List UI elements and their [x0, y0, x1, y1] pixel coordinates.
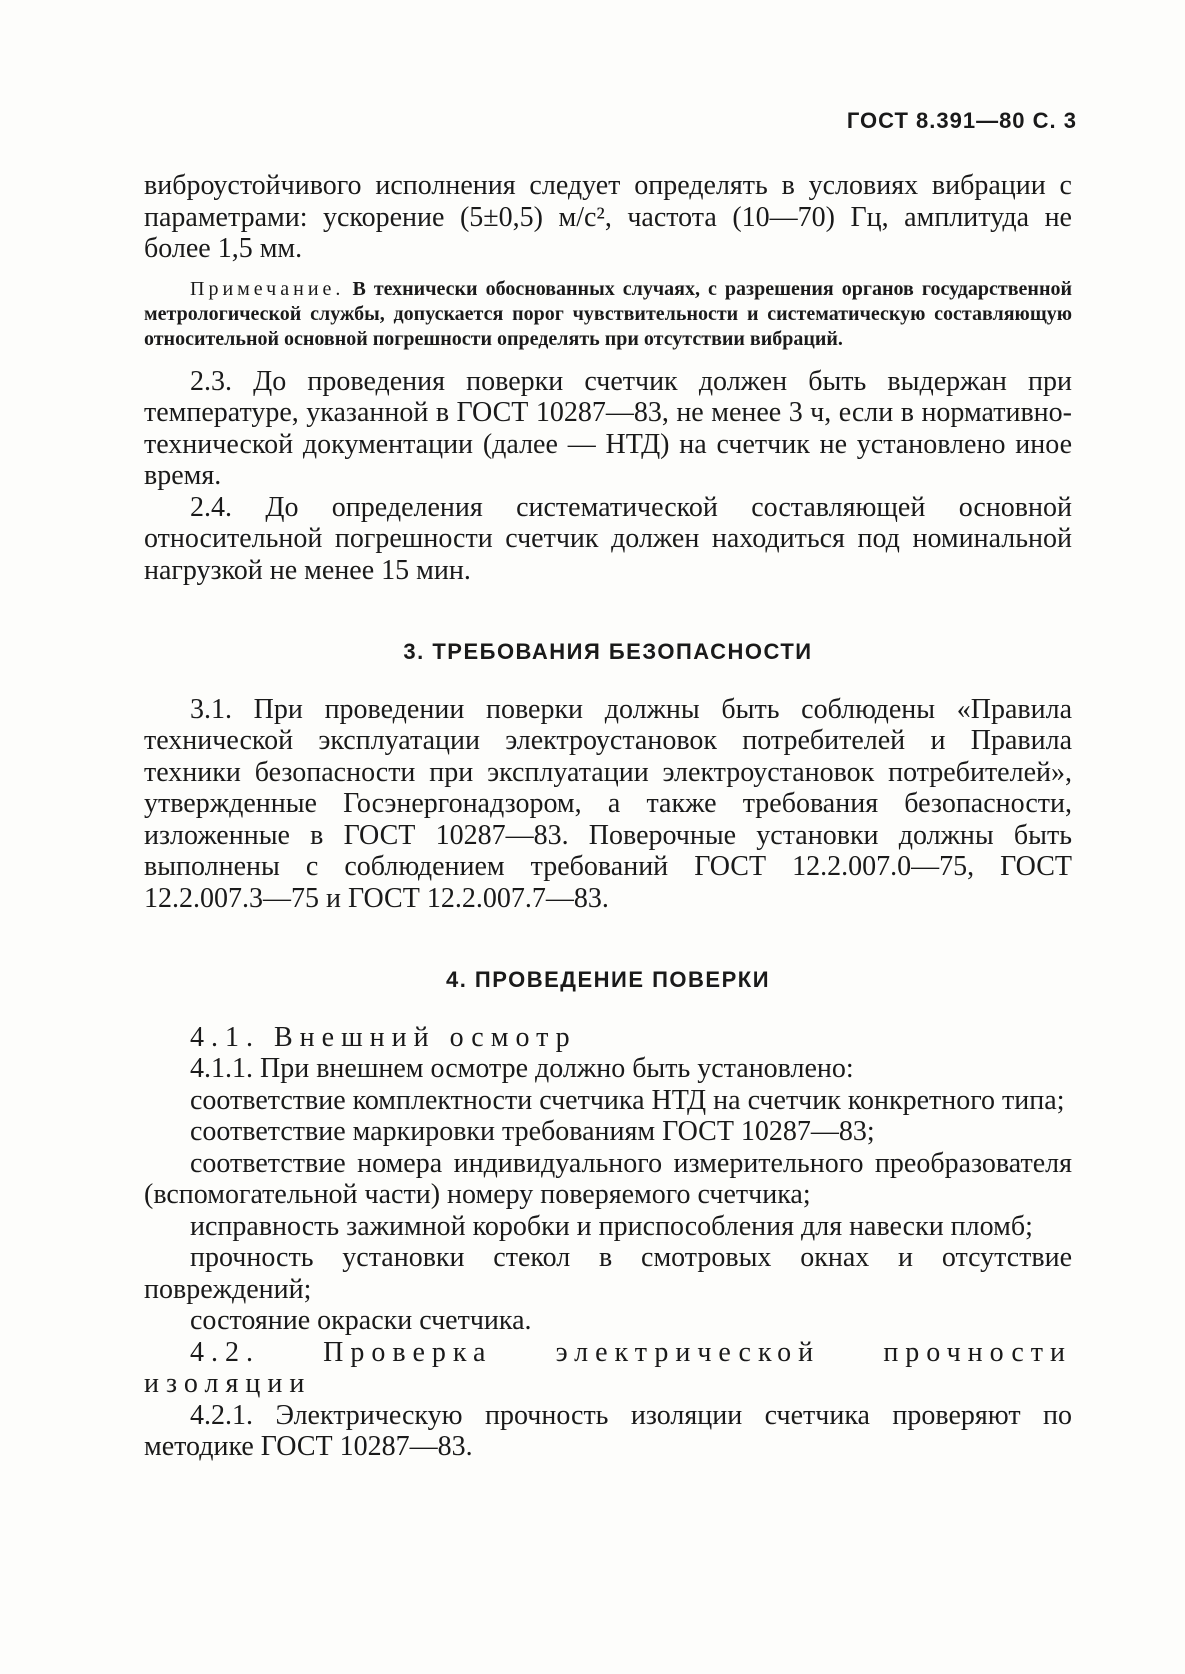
list-item: соответствие маркировки требованиям ГОСТ 10287—83;	[190, 1116, 875, 1147]
note-text: В технически обоснованных случаях, с разрешения органов государственной метрологической службы, допускается порог чувствительности и систематическую составляющую относительной основной погрешности определять при отсутствии вибраций.	[144, 277, 1072, 350]
clause-4-2-1: 4.2.1. Электрическую прочность изоляции счетчика проверяют по методике ГОСТ 10287—83.	[144, 1399, 1072, 1462]
note-label: Примечание.	[190, 277, 345, 300]
subsection-4-2-heading: 4.2. Проверка электрической прочности изоляции	[144, 1336, 1072, 1399]
note-paragraph	[144, 277, 1072, 352]
clause-3-1: 3.1. При проведении поверки должны быть соблюдены «Правила технической эксплуатации электроустановок потребителей и Правила техники безопасности при эксплуатации электроустановок потребителей», утвержденные Госэнергонадзором, а также требования безопасности, изложенные в ГОСТ 10287—83. Поверочные установки должны быть выполнены с соблюдением требований ГОСТ 12.2.007.0—75, ГОСТ 12.2.007.3—75 и ГОСТ 12.2.007.7—83.	[144, 693, 1072, 914]
list-item: исправность зажимной коробки и приспособления для навески пломб;	[190, 1210, 1033, 1242]
list-item: соответствие комплектности счетчика НТД на счетчик конкретного типа;	[190, 1084, 1065, 1116]
intro-paragraph: виброустойчивого исполнения следует определять в условиях вибрации с параметрами: ускорение (5±0,5) м/с², частота (10—70) Гц, амплитуда не более 1,5 мм.	[144, 170, 1072, 264]
clause-2-4: 2.4. До определения систематической составляющей основной относительной погрешности счетчик должен находиться под номинальной нагрузкой не менее 15 мин.	[144, 491, 1072, 586]
section-3-title: 3. ТРЕБОВАНИЯ БЕЗОПАСНОСТИ	[403, 639, 813, 664]
clause-2-3: 2.3. До проведения поверки счетчик должен быть выдержан при температуре, указанной в ГОСТ 10287—83, не менее 3 ч, если в нормативно-технической документации (далее — НТД) на счетчик не установлено иное время.	[144, 365, 1072, 491]
page-body	[144, 170, 1072, 1463]
subsection-4-1-heading: 4.1. Внешний осмотр	[190, 1021, 577, 1053]
list-item: состояние окраски счетчика.	[190, 1305, 532, 1336]
running-head: ГОСТ 8.391—80 С. 3	[846, 108, 1077, 133]
list-item: соответствие номера индивидуального измерительного преобразователя (вспомогательной части) номеру поверяемого счетчика;	[144, 1147, 1072, 1210]
section-4-title: 4. ПРОВЕДЕНИЕ ПОВЕРКИ	[445, 967, 771, 992]
clause-4-1-1: 4.1.1. При внешнем осмотре должно быть установлено:	[190, 1053, 854, 1084]
list-item: прочность установки стекол в смотровых окнах и отсутствие повреждений;	[144, 1242, 1072, 1305]
